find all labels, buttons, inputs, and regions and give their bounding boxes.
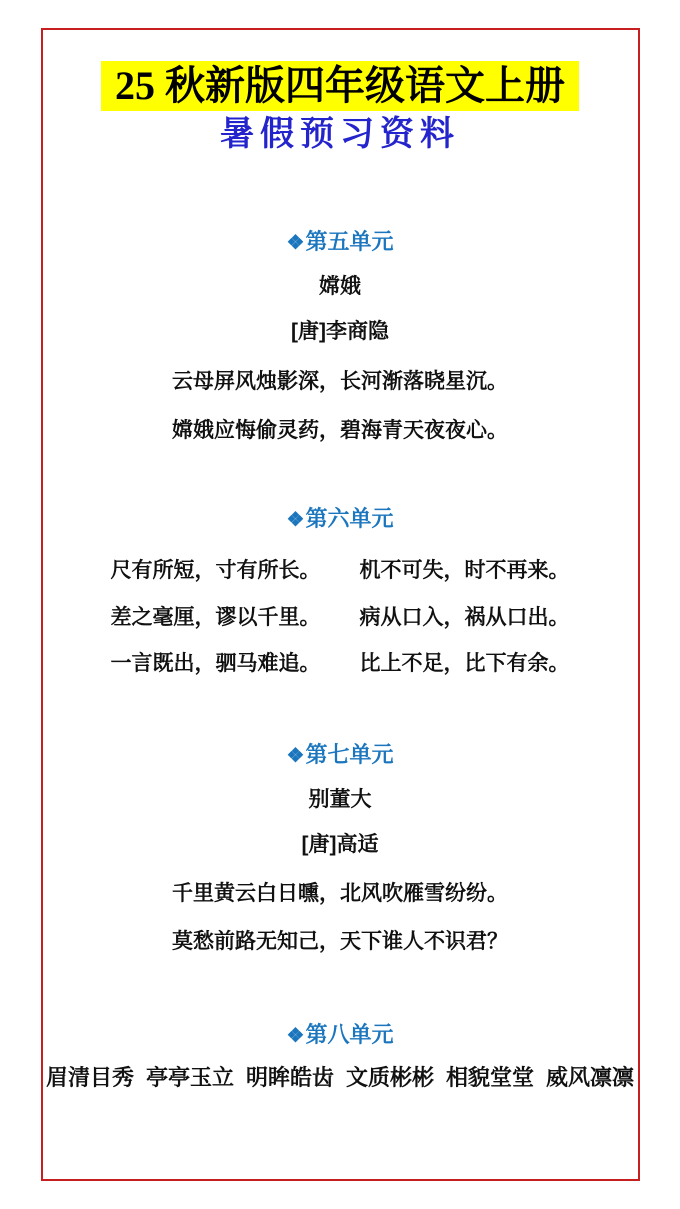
document-subtitle: 暑假预习资料 bbox=[220, 116, 460, 153]
proverb-cell: 比上不足，比下有余。 bbox=[359, 652, 570, 675]
proverb-cell: 病从口入，祸从口出。 bbox=[359, 606, 570, 629]
proverb-row bbox=[0, 605, 680, 630]
diamond-icon: ❖ bbox=[286, 1025, 305, 1047]
unit6-heading bbox=[0, 506, 680, 533]
document-title bbox=[0, 61, 680, 111]
unit8-heading bbox=[0, 1022, 680, 1049]
diamond-icon: ❖ bbox=[286, 745, 305, 767]
unit7-poem-line-2: 莫愁前路无知己，天下谁人不识君？ bbox=[172, 930, 508, 953]
unit7-heading-text: 第七单元 bbox=[305, 742, 394, 767]
unit5-poem-title: 嫦娥 bbox=[319, 275, 361, 298]
unit5-poem-line-2: 嫦娥应悔偷灵药，碧海青天夜夜心。 bbox=[172, 419, 508, 442]
idiom-item: 文质彬彬 bbox=[346, 1065, 435, 1090]
idiom-item: 眉清目秀 bbox=[45, 1065, 134, 1090]
proverb-row bbox=[0, 558, 680, 583]
unit7-poem-line-1: 千里黄云白日曛，北风吹雁雪纷纷。 bbox=[172, 882, 508, 905]
unit5-heading bbox=[0, 229, 680, 256]
proverb-cell: 机不可失，时不再来。 bbox=[359, 559, 570, 582]
unit7-heading bbox=[0, 742, 680, 769]
diamond-icon: ❖ bbox=[286, 509, 305, 531]
unit6-heading-text: 第六单元 bbox=[305, 506, 394, 531]
proverb-cell: 一言既出，驷马难追。 bbox=[110, 652, 321, 675]
idioms-row bbox=[0, 1064, 680, 1091]
unit5-heading-text: 第五单元 bbox=[305, 229, 394, 254]
unit7-poem-author: [唐]高适 bbox=[301, 833, 379, 856]
unit7-poem-title: 别董大 bbox=[308, 788, 372, 811]
proverb-row bbox=[0, 651, 680, 676]
proverb-cell: 尺有所短，寸有所长。 bbox=[110, 559, 321, 582]
idiom-item: 威风凛凛 bbox=[546, 1065, 635, 1090]
unit8-heading-text: 第八单元 bbox=[305, 1022, 394, 1047]
idiom-item: 亭亭玉立 bbox=[145, 1065, 234, 1090]
unit5-poem-line-1: 云母屏风烛影深，长河渐落晓星沉。 bbox=[172, 370, 508, 393]
idiom-item: 明眸皓齿 bbox=[245, 1065, 334, 1090]
proverb-cell: 差之毫厘，谬以千里。 bbox=[110, 606, 321, 629]
diamond-icon: ❖ bbox=[286, 232, 305, 254]
idiom-item: 相貌堂堂 bbox=[446, 1065, 535, 1090]
title-highlight: 25 秋新版四年级语文上册 bbox=[101, 61, 579, 111]
unit5-poem-author: [唐]李商隐 bbox=[291, 320, 389, 343]
